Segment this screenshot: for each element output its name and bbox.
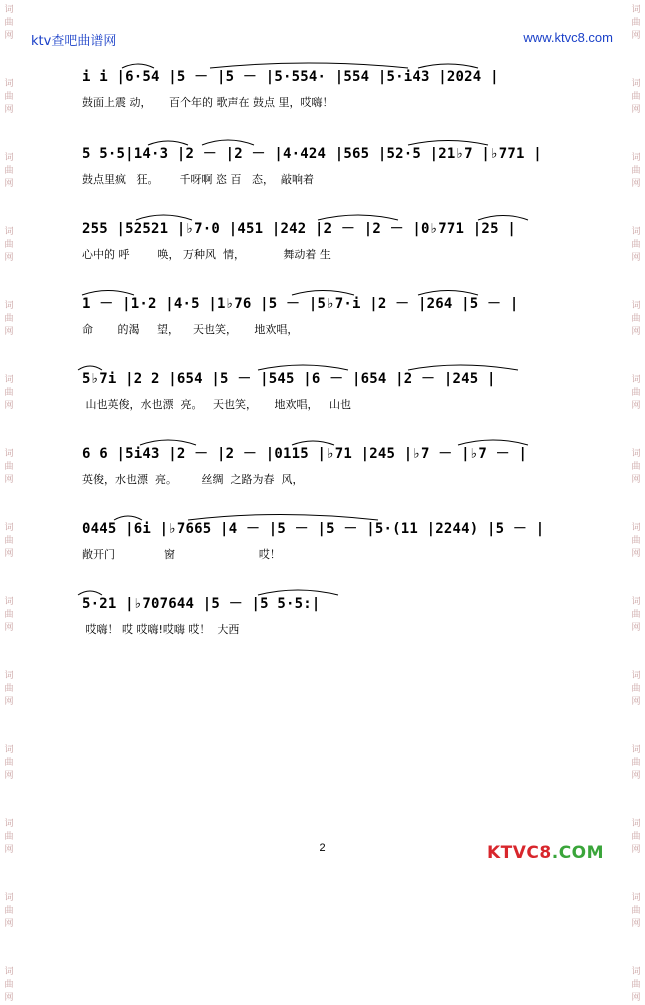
watermark-char: 曲 (631, 684, 641, 694)
logo-text-main: KTVC8 (487, 843, 552, 863)
watermark-char: 曲 (4, 758, 14, 768)
watermark-char: 网 (4, 697, 14, 707)
jianpu-notes: 5 5·5|14·3 |2 － |2 － |4·424 |565 |52·5 |21♭7 |♭771 | (82, 146, 542, 162)
watermark-char: 网 (631, 105, 641, 115)
watermark-char: 词 (4, 79, 14, 89)
watermark-char: 网 (4, 31, 14, 41)
score-system-2 (78, 139, 572, 211)
lyrics-line: 鼓点里疯 狂。 千呀啊 恣 百 态， 敲响着 (82, 173, 314, 186)
watermark-group (4, 78, 13, 117)
score-system-1 (78, 62, 572, 134)
watermark-group (631, 966, 640, 1005)
ktvc8-logo[interactable] (487, 843, 604, 863)
watermark-group (631, 4, 640, 43)
watermark-group (4, 670, 13, 709)
watermark-char: 词 (4, 153, 14, 163)
watermark-char: 网 (631, 31, 641, 41)
watermark-char: 网 (4, 401, 14, 411)
watermark-char: 曲 (4, 388, 14, 398)
watermark-char: 网 (4, 253, 14, 263)
watermark-char: 网 (631, 697, 641, 707)
site-url[interactable]: www.ktvc8.com (523, 30, 613, 45)
watermark-char: 网 (631, 771, 641, 781)
watermark-char: 曲 (631, 240, 641, 250)
score-system-8 (78, 589, 572, 661)
right-watermark-column (629, 0, 643, 1003)
watermark-char: 词 (631, 5, 641, 15)
lyrics-line: 心中的 呼 唤， 万种风 情， 舞动着 生 (82, 248, 331, 261)
watermark-char: 词 (631, 745, 641, 755)
watermark-char: 词 (631, 375, 641, 385)
watermark-group (631, 892, 640, 931)
jianpu-notes: 1 － |1·2 |4·5 |1♭76 |5 － |5♭7·i |2 － |264 |5 － | (82, 296, 519, 312)
watermark-char: 词 (631, 893, 641, 903)
score-system-6 (78, 439, 572, 511)
jianpu-notes: 5·21 |♭707644 |5 － |5 5·5:| (82, 596, 321, 612)
watermark-char: 词 (4, 5, 14, 15)
watermark-char: 曲 (631, 314, 641, 324)
watermark-group (4, 892, 13, 931)
watermark-char: 词 (4, 301, 14, 311)
watermark-group (631, 226, 640, 265)
watermark-group (4, 522, 13, 561)
watermark-char: 曲 (4, 166, 14, 176)
logo-text-domain: .COM (551, 843, 605, 863)
watermark-group (631, 78, 640, 117)
watermark-char: 网 (4, 549, 14, 559)
lyrics-line: 敞开门 窗 哎！ (82, 548, 281, 561)
watermark-char: 曲 (4, 314, 14, 324)
watermark-group (631, 596, 640, 635)
watermark-char: 网 (631, 919, 641, 929)
watermark-group (4, 374, 13, 413)
watermark-char: 网 (4, 845, 14, 855)
watermark-char: 词 (4, 967, 14, 977)
watermark-char: 网 (4, 475, 14, 485)
watermark-char: 词 (631, 449, 641, 459)
watermark-group (631, 670, 640, 709)
left-watermark-column (2, 0, 16, 1003)
watermark-char: 词 (4, 745, 14, 755)
watermark-char: 网 (4, 179, 14, 189)
watermark-char: 曲 (4, 684, 14, 694)
watermark-char: 曲 (631, 388, 641, 398)
score-system-4 (78, 289, 572, 361)
watermark-char: 词 (631, 967, 641, 977)
watermark-group (4, 448, 13, 487)
watermark-char: 曲 (631, 758, 641, 768)
watermark-char: 词 (4, 597, 14, 607)
watermark-char: 网 (4, 623, 14, 633)
jianpu-notes: 0445 |6i |♭7665 |4 － |5 － |5 － |5·(11 |2244) |5 － | (82, 521, 545, 537)
jianpu-notes: 5♭7i |2 2 |654 |5 － |545 |6 － |654 |2 － |245 | (82, 371, 496, 387)
watermark-group (4, 596, 13, 635)
watermark-char: 词 (4, 227, 14, 237)
watermark-char: 词 (4, 671, 14, 681)
watermark-group (631, 152, 640, 191)
watermark-char: 词 (631, 227, 641, 237)
watermark-group (631, 300, 640, 339)
watermark-char: 曲 (631, 92, 641, 102)
watermark-char: 网 (4, 327, 14, 337)
watermark-char: 网 (631, 623, 641, 633)
lyrics-line: 哎嗨！ 哎 哎嗨!哎嗨 哎！ 大西 (82, 623, 240, 636)
watermark-char: 曲 (4, 980, 14, 990)
watermark-char: 词 (4, 893, 14, 903)
watermark-group (631, 374, 640, 413)
lyrics-line: 英俊，水也漂 亮。 丝绸 之路为春 风， (82, 473, 304, 486)
score-system-7 (78, 514, 572, 586)
lyrics-line: 山也英俊，水也漂 亮。 天也笑， 地欢唱， 山也 (82, 398, 351, 411)
watermark-char: 网 (631, 549, 641, 559)
score-system-3 (78, 214, 572, 286)
watermark-char: 网 (4, 105, 14, 115)
watermark-group (4, 744, 13, 783)
watermark-group (631, 448, 640, 487)
jianpu-notes: 6 6 |5i43 |2 － |2 － |0115 |♭71 |245 |♭7 － |♭7 － | (82, 446, 528, 462)
watermark-char: 曲 (631, 610, 641, 620)
lyrics-line: 鼓面上震 动， 百个年的 歌声在 鼓点 里，哎嗨！ (82, 96, 334, 109)
score-system-5 (78, 364, 572, 436)
watermark-group (4, 226, 13, 265)
watermark-char: 词 (4, 375, 14, 385)
watermark-char: 词 (4, 449, 14, 459)
watermark-char: 曲 (631, 536, 641, 546)
watermark-char: 网 (631, 327, 641, 337)
watermark-char: 曲 (4, 610, 14, 620)
watermark-char: 曲 (4, 240, 14, 250)
watermark-char: 词 (631, 819, 641, 829)
watermark-char: 曲 (631, 166, 641, 176)
watermark-char: 曲 (4, 832, 14, 842)
watermark-char: 曲 (4, 18, 14, 28)
watermark-char: 词 (4, 523, 14, 533)
watermark-char: 网 (631, 179, 641, 189)
watermark-char: 词 (631, 523, 641, 533)
watermark-char: 曲 (4, 906, 14, 916)
watermark-group (4, 966, 13, 1005)
watermark-char: 词 (631, 671, 641, 681)
watermark-char: 网 (631, 993, 641, 1003)
jianpu-notes: i i |6·54 |5 － |5 － |5·554· |554 |5·i43 |2024 | (82, 69, 499, 85)
lyrics-line: 命 的渴 望， 天也笑， 地欢唱， (82, 323, 299, 336)
watermark-group (4, 4, 13, 43)
watermark-char: 曲 (631, 18, 641, 28)
watermark-group (4, 152, 13, 191)
watermark-char: 网 (631, 401, 641, 411)
watermark-group (4, 300, 13, 339)
watermark-char: 曲 (4, 462, 14, 472)
jianpu-notes: 255 |52521 |♭7·0 |451 |242 |2 － |2 － |0♭771 |25 | (82, 221, 516, 237)
watermark-char: 词 (631, 597, 641, 607)
watermark-char: 曲 (4, 92, 14, 102)
watermark-group (631, 522, 640, 561)
watermark-char: 网 (631, 845, 641, 855)
watermark-char: 网 (4, 993, 14, 1003)
watermark-char: 曲 (631, 462, 641, 472)
watermark-char: 词 (631, 301, 641, 311)
watermark-char: 词 (631, 79, 641, 89)
watermark-char: 网 (631, 475, 641, 485)
page-number: 2 (319, 842, 326, 854)
watermark-char: 曲 (4, 536, 14, 546)
watermark-char: 曲 (631, 906, 641, 916)
watermark-char: 词 (4, 819, 14, 829)
watermark-group (631, 744, 640, 783)
watermark-char: 曲 (631, 980, 641, 990)
watermark-char: 网 (4, 771, 14, 781)
watermark-char: 曲 (631, 832, 641, 842)
watermark-char: 词 (631, 153, 641, 163)
watermark-char: 网 (4, 919, 14, 929)
watermark-char: 网 (631, 253, 641, 263)
site-name[interactable]: ktv查吧曲谱网 (31, 34, 117, 49)
